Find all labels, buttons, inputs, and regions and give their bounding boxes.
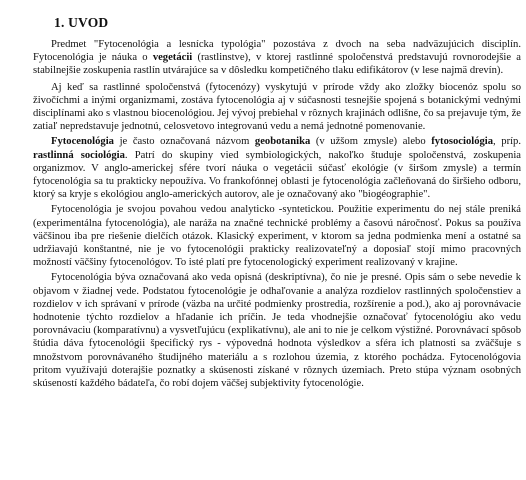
- bold-term: vegetácii: [152, 52, 193, 64]
- section-heading: 1. UVOD: [54, 15, 109, 30]
- text-run: je často označovaná názvom: [113, 136, 255, 148]
- text-run: , príp.: [493, 136, 521, 148]
- bold-term: geobotanika: [254, 136, 311, 148]
- paragraph: [33, 271, 521, 390]
- text-run: Fytocenológia je svojou povahou vedou analyticko -syntetickou. Použitie experimentu do nej stále preniká (experimentálna fytocenológia), ale naráža na značné technické problémy a časovú náročnosť. Pokus sa používa väčšinou iba pre riešenie dielčích otázok. Klasický experiment, v ktorom sa jedna podmienka mení a ostatné sa udržiavajú konštantné, nie je vo fytocenológii prakticky realizovateľný a doposiaľ stojí mimo pracovných možností väčšiny fytocenológov. To isté platí pre fytocenologický experiment realizovaný v krajine.: [33, 204, 521, 269]
- document-body: [33, 38, 521, 392]
- bold-term: fytosociológia: [431, 136, 494, 148]
- bold-term: rastlinná sociológia: [33, 149, 125, 161]
- text-run: Predmet "Fytocenológia a lesnícka typológia" pozostáva z dvoch na seba nadväzujúcich disciplín. Fytocenológia je náuka o: [33, 39, 521, 64]
- text-run: (rastlinstve), v ktorej rastlinné spoločenstvá predstavujú rovnorodejšie a stabilnejšie zoskupenia rastlín utvárajúce sa v dôsledku kompetičného tlaku edifikátorov (v lese najmä drevín).: [33, 52, 521, 77]
- paragraph: [33, 203, 521, 269]
- text-run: . Patrí do skupiny vied symbiologických, nakoľko študuje spoločenstvá, zoskupenia organizmov. V anglo-americkej sfére tvorí náuka o vegetácii súčasť ekológie (v širšom zmysle) a termín fytocenológia sa tu prakticky nepoužíva. Vo frankofónnej oblasti je fytocenológia začleňovaná do širšieho odboru, ktorý sa kryje s ekológiou anglo-amerických autorov, ale je označovaný ako "biogéographie".: [33, 149, 521, 201]
- paragraph: [33, 38, 521, 78]
- paragraph: [33, 81, 521, 134]
- text-run: Aj keď sa rastlinné spoločenstvá (fytocenózy) vyskytujú v prírode vždy ako zložky biocenóz spolu so živočíchmi a inými organizmami, zostáva fytocenológia aj v súčasnosti tesnejšie spojená s botanickými vednými disciplínami ako s vlastnou biocenológiou. Jej vývoj prebiehal v rôznych krajinách odlišne, čo sa prejavuje tým, že zatiaľ nepredstavuje jednotnú, celosvetovo integrovanú vedu a nemá jednotné pomenovanie.: [33, 81, 521, 133]
- paragraph: [33, 135, 521, 201]
- text-run: Fytocenológia býva označovaná ako veda opisná (deskriptívna), čo nie je presné. Opis sám o sebe nevedie k objavom v žiadnej vede. Podstatou fytocenológie je odhaľovanie a analýza rozdielov rastlinných spoločenstiev a rozdielov v ich správaní v prírode (väzba na určité podmienky prostredia, rozšírenie a pod.), ako aj porovnávacie hodnotenie týchto rozdielov a hľadanie ich príčin. Je teda vhodnejšie označovať fytocenológiu ako vedu porovnávaciu (komparatívnu) a vysvetľujúcu (explikatívnu), ale ani to nie je celkom výstižné. Porovnávací spôsob štúdia dáva fytocenológii špecifický rys - výpovedná hodnota výsledkov a sféra ich platnosti sa zväčšuje s množstvom porovnávaného študijného materiálu a s rozlohou územia, z ktorého pochádza. Fytocenológovia pritom využívajú doterajšie poznatky a skúsenosti získané v rôznych územiach. Preto stúpa význam osobných skúseností každého bádateľa, čo robí dojem väčšej subjektivity fytocenológie.: [33, 272, 521, 390]
- text-run: (v užšom zmysle) alebo: [310, 136, 432, 148]
- bold-term: Fytocenológia: [51, 136, 114, 148]
